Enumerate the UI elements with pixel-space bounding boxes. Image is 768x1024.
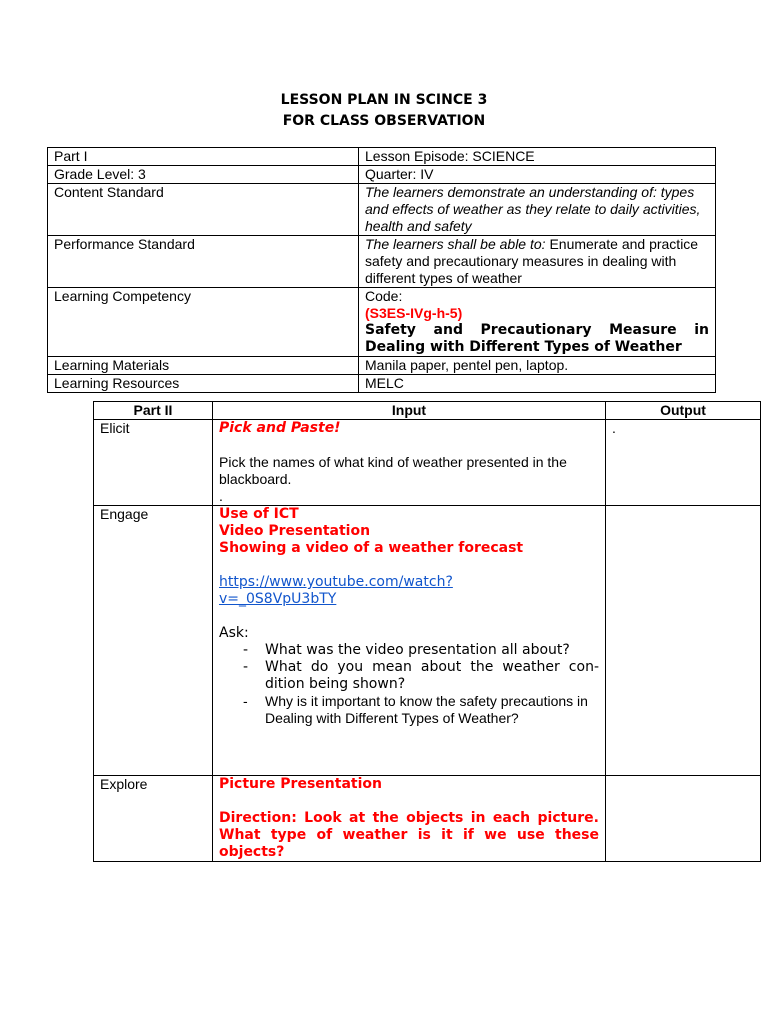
- table-row: [48, 184, 716, 236]
- engage-heading-2: Video Presentation: [219, 523, 371, 539]
- explore-heading: Picture Presentation: [219, 776, 382, 792]
- table-row: [48, 357, 716, 375]
- video-link-line-2[interactable]: v=_0S8VpU3bTY: [219, 591, 337, 607]
- part2-table: [93, 401, 761, 862]
- competency-text: Safety and Precautionary Measure in Dealing with Different Types of Weather: [365, 322, 709, 355]
- title-line-1: LESSON PLAN IN SCINCE 3: [280, 92, 488, 108]
- engage-output: [606, 506, 761, 776]
- table-row: [48, 148, 716, 166]
- performance-standard-text: Enumerate and practice safety and precautionary measures in dealing with different types of weather: [365, 236, 699, 286]
- cell-label: Grade Level: 3: [48, 166, 359, 184]
- engage-heading-3: Showing a video of a weather forecast: [219, 540, 524, 556]
- performance-standard-value: [359, 236, 716, 288]
- video-link[interactable]: [219, 574, 599, 608]
- table-row: [94, 506, 761, 776]
- engage-label: Engage: [94, 506, 213, 776]
- header-part2: Part II: [94, 402, 213, 420]
- list-item: - What was the video presentation all about?: [239, 642, 599, 659]
- elicit-output: .: [606, 420, 761, 506]
- table-row: [48, 375, 716, 393]
- table-row: [94, 776, 761, 862]
- elicit-label: Elicit: [94, 420, 213, 506]
- cell-label: Part I: [48, 148, 359, 166]
- cell-label: Learning Materials: [48, 357, 359, 375]
- question-list: [219, 642, 599, 727]
- table-row: [48, 166, 716, 184]
- elicit-text: Pick the names of what kind of weather presented in the blackboard.: [219, 454, 567, 487]
- explore-output: [606, 776, 761, 862]
- table-row: [94, 420, 761, 506]
- cell-label: Performance Standard: [48, 236, 359, 288]
- cell-value: Manila paper, pentel pen, laptop.: [359, 357, 716, 375]
- cell-label: Learning Resources: [48, 375, 359, 393]
- learning-competency-value: [359, 288, 716, 357]
- page-title: [0, 90, 768, 132]
- ask-label: Ask:: [219, 625, 249, 641]
- header-output: Output: [606, 402, 761, 420]
- part1-table: [47, 147, 716, 393]
- engage-heading-1: Use of ICT: [219, 506, 299, 522]
- elicit-dot: .: [219, 488, 223, 504]
- explore-label: Explore: [94, 776, 213, 862]
- table-row: [48, 236, 716, 288]
- elicit-input: [213, 420, 606, 506]
- elicit-heading: Pick and Paste!: [219, 420, 341, 436]
- cell-value: Lesson Episode: SCIENCE: [359, 148, 716, 166]
- cell-value: MELC: [359, 375, 716, 393]
- table-header-row: [94, 402, 761, 420]
- title-line-2: FOR CLASS OBSERVATION: [282, 113, 486, 129]
- video-link-line-1[interactable]: https://www.youtube.com/watch?: [219, 574, 453, 590]
- competency-code: (S3ES-IVg-h-5): [365, 305, 463, 321]
- engage-input: [213, 506, 606, 776]
- list-item: - Why is it important to know the safety precautions in Dealing with Different Types of Weather?: [239, 693, 599, 727]
- list-item: - What do you mean about the weather con- dition being shown?: [239, 659, 599, 693]
- header-input: Input: [213, 402, 606, 420]
- code-label: Code:: [365, 288, 403, 304]
- cell-value: Quarter: IV: [359, 166, 716, 184]
- content-standard-value: The learners demonstrate an understanding of: types and effects of weather as they relate to daily activities, health and safety: [359, 184, 716, 236]
- cell-label: Learning Competency: [48, 288, 359, 357]
- explore-input: [213, 776, 606, 862]
- performance-standard-intro: The learners shall be able to:: [365, 236, 546, 252]
- cell-label: Content Standard: [48, 184, 359, 236]
- table-row: [48, 288, 716, 357]
- explore-direction: Direction: Look at the objects in each picture. What type of weather is it if we use these objects?: [219, 810, 599, 860]
